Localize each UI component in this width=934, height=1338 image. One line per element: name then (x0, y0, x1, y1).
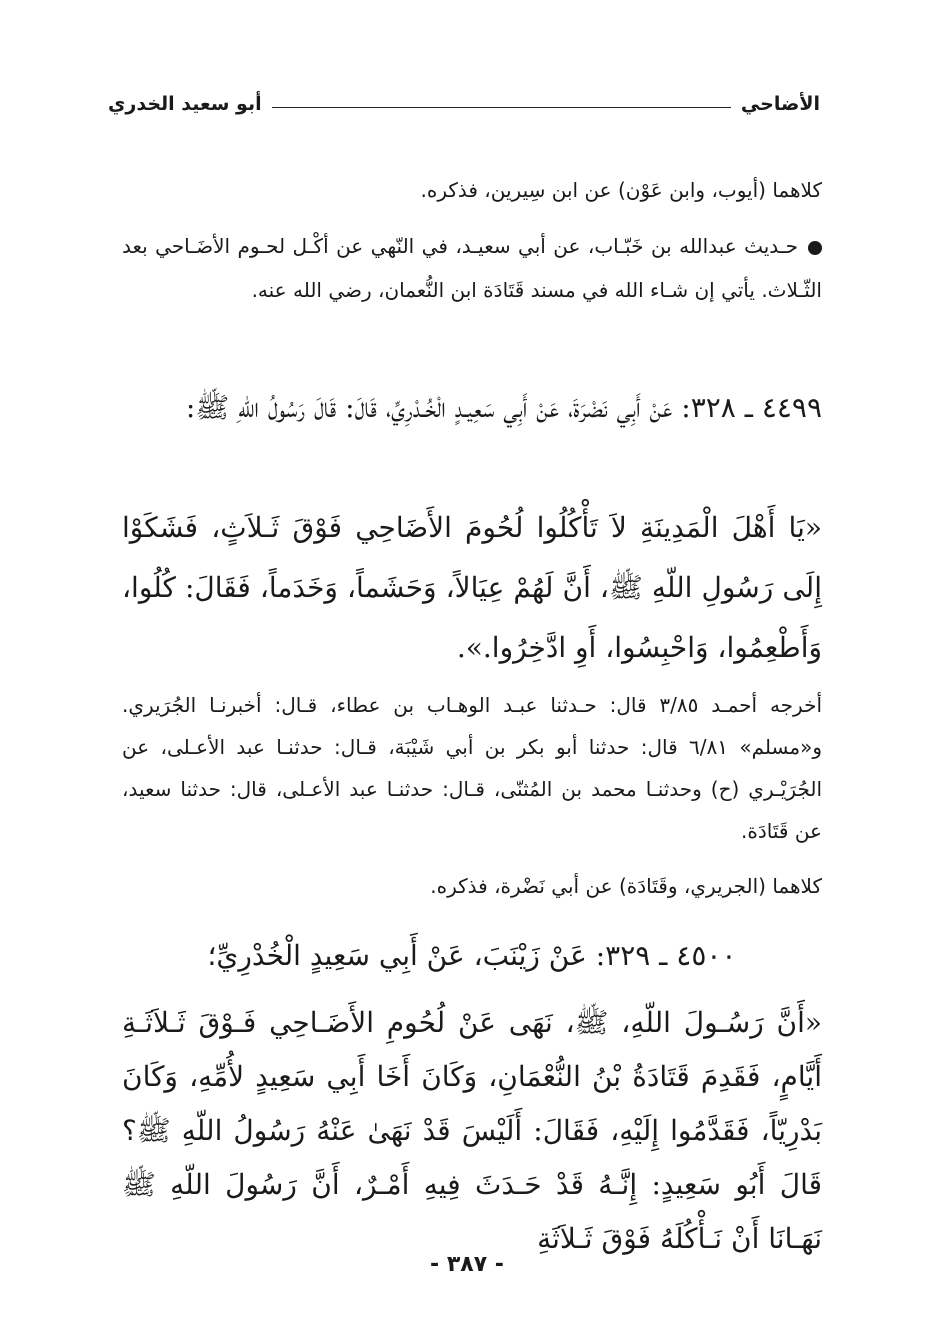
paragraph-note (122, 224, 822, 312)
hadith-4499-body (122, 498, 822, 678)
header-section-title: أبو سعيد الخدري (108, 93, 262, 115)
hadith-4500-body-text: «أَنَّ رَسُـولَ اللّهِ، ﷺ، نَهَى عَنْ لُحُومِ الأَضَـاحِي فَـوْقَ ثَـلاَثَـةِ أَيَّامٍ، فَقَدِمَ قَتَادَةُ بْنُ النُّعْمَانِ، وَكَانَ أَخَا أَبِي سَعِيدٍ لأُمِّهِ، وَكَانَ بَدْرِيّاً، فَقَدَّمُوا إِلَيْهِ، فَقَالَ: أَلَيْسَ قَدْ نَهَىٰ عَنْهُ رَسُولُ اللّهِ ﷺ؟ قَالَ أَبُو سَعِيدٍ: إِنَّـهُ قَدْ حَـدَثَ فِيهِ أَمْـرٌ، أَنَّ رَسُولَ اللّهِ ﷺ نَهَـانَا أَنْ نَـأْكُلَهُ فَوْقَ ثَـلاَثَةِ (122, 1006, 822, 1255)
takhrij-4499 (122, 684, 822, 852)
summary-4499-text: كلاهما (الجريري، وقَتَادَة) عن أبي نَضْرة، فذكره. (430, 874, 822, 898)
hadith-4499-body-text: «يَا أَهْلَ الْمَدِينَةِ لاَ تَأْكُلُوا لُحُومَ الأَضَاحِي فَوْقَ ثَـلاَثٍ، فَشَكَوْا إِلَى رَسُولِ اللّهِ ﷺ، أَنَّ لَهُمْ عِيَالاً، وَحَشَماً، وَخَدَماً، فَقَالَ: كُلُوا، وَأَطْعِمُوا، وَاحْبِسُوا، أَوِ ادَّخِرُوا.». (122, 511, 822, 664)
bullet-icon (808, 241, 822, 255)
takhrij-4499-text: أخرجه أحمـد ٣/٨٥ قال: حـدثنا عبـد الوهـاب بن عطاء، قـال: أخبرنـا الجُرَيري. و«مسلم» ٦/٨١ قال: حدثنا أبو بكر بن أبي شَيْبَة، قـال: حدثنـا عبد الأعـلى، عن الجُرَيْـري (ح) وحدثنـا محمد بن المُثنّى، قـال: حدثنـا عبد الأعـلى، قال: حدثنا سعيد، عن قَتَادَة. (122, 693, 822, 843)
running-header (108, 88, 820, 120)
hadith-4500-heading (122, 926, 822, 986)
header-rule (272, 107, 731, 108)
hadith-4500-heading-text: ٤٥٠٠ ـ ٣٢٩: عَنْ زَيْنَبَ، عَنْ أَبِي سَعِيدٍ الْخُدْرِيِّ؛ (207, 939, 737, 972)
header-chapter-title: الأضاحي (740, 93, 820, 115)
page-number: - ٣٨٧ - (430, 1252, 504, 1277)
summary-4499 (122, 864, 822, 908)
hadith-4499-heading-text: ٤٤٩٩ ـ ٣٢٨: عَنْ أَبِي نَضْرَةَ، عَنْ أَبِي سَعِيـدٍ الْخُـدْرِيِّ، قَالَ: قَالَ رَسُولُ اللّهِ ﷺ: (185, 391, 822, 424)
paragraph-note-text: حـديث عبدالله بن خَبّـاب، عن أبي سعيـد، في النّهي عن أكْـل لحـوم الأضَـاحي بعد الثّـلاث. يأتي إن شـاء الله في مسند قَتَادَة ابن النُّعمان، رضي الله عنه. (122, 234, 822, 302)
hadith-4500-body (122, 996, 822, 1266)
hadith-4499-heading (122, 378, 822, 438)
paragraph-intro (122, 168, 822, 212)
paragraph-intro-text: كلاهما (أيوب، وابن عَوْن) عن ابن سِيرين، فذكره. (420, 178, 822, 202)
